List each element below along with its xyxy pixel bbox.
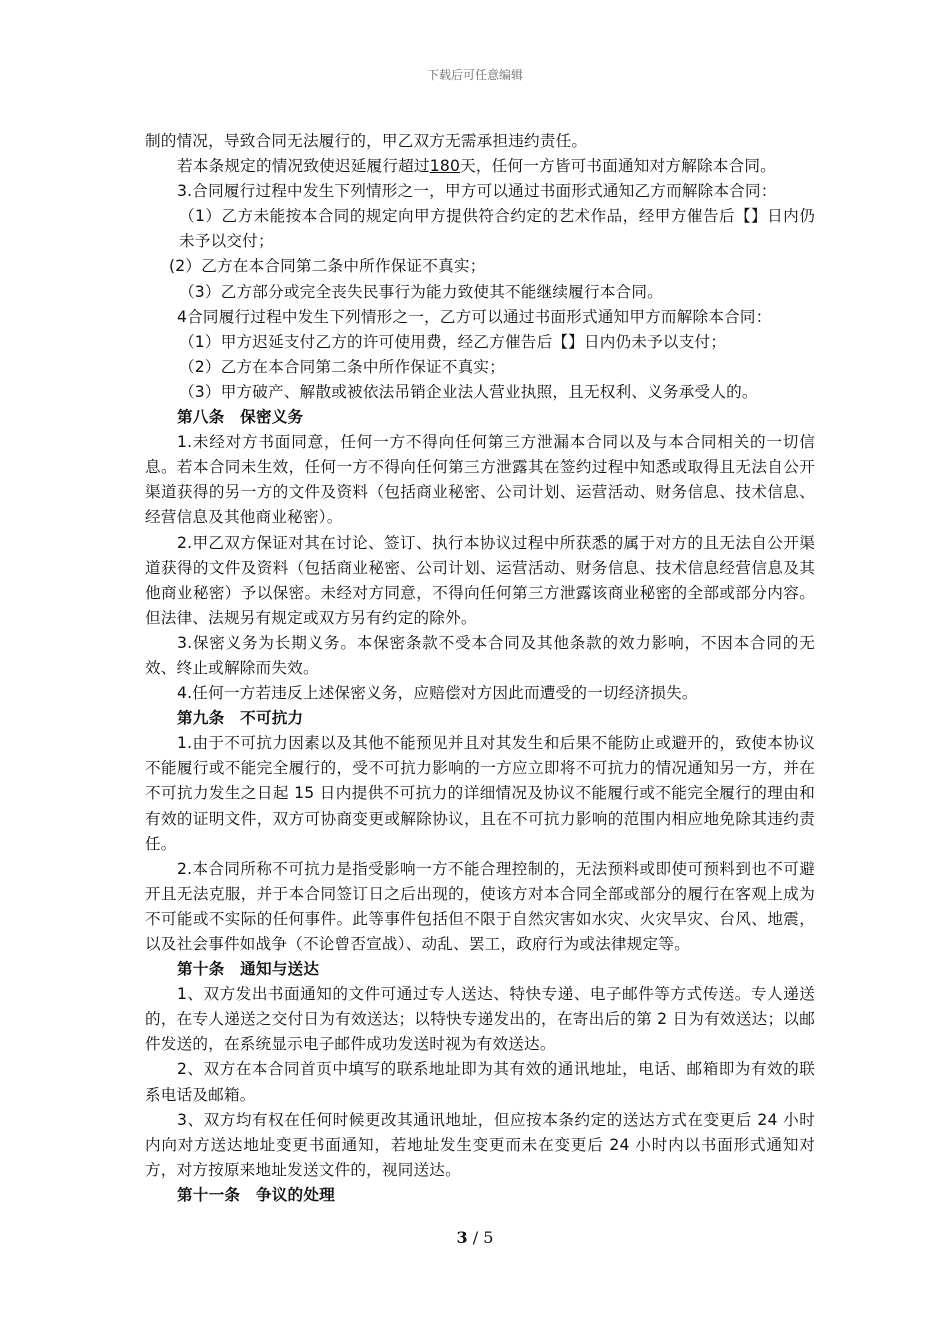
page-separator: / [467,1228,484,1247]
text-span: 天，任何一方皆可书面通知对方解除本合同。 [460,157,776,176]
paragraph: 1、双方发出书面通知的文件可通过专人送达、特快专递、电子邮件等方式传送。专人递送的，在专人递送之交付日为有效送达；以特快专递发出的，在寄出后的第 2 日为有效送达；以邮件发送的，在系统显示电子邮件成功发送时视为有效送达。 [145,985,815,1054]
list-item: （3）乙方部分或完全丧失民事行为能力致使其不能继续履行本合同。 [179,282,663,301]
paragraph: 3、双方均有权在任何时候更改其通讯地址，但应按本条约定的送达方式在变更后 24 小时内向对方送达地址变更书面通知，若地址发生变更而未在变更后 24 小时内以书面形式通知对方，对方按原来地址发送文件的，视同送达。 [145,1110,815,1179]
paragraph: 1.由于不可抗力因素以及其他不能预见并且对其发生和后果不能防止或避开的，致使本协议不能履行或不能完全履行的，受不可抗力影响的一方应立即将不可抗力的情况通知另一方，并在不可抗力发生之日起 15 日内提供不可抗力的详细情况及协议不能履行或不能完全履行的理由和有效的证明文件，双方可协商变更或解除协议，且在不可抗力影响的范围内相应地免除其违约责任。 [145,734,815,853]
page-header: 下载后可任意编辑 [426,68,523,82]
paragraph: 2.本合同所称不可抗力是指受影响一方不能合理控制的，无法预料或即使可预料到也不可避开且无法克服，并于本合同签订日之后出现的，使该方对本合同全部或部分的履行在客观上成为不可能或不实际的任何事件。此等事件包括但不限于自然灾害如水灾、火灾旱灾、台风、地震，以及社会事件如战争（不论曾否宣战）、动乱、罢工，政府行为或法律规定等。 [145,859,815,953]
article-heading: 第八条 保密义务 [177,408,304,427]
current-page: 3 [456,1228,468,1247]
total-pages: 5 [483,1228,494,1247]
paragraph: 3.保密义务为长期义务。本保密条款不受本合同及其他条款的效力影响，不因本合同的无效、终止或解除而失效。 [145,633,815,677]
document-body [145,129,815,1208]
paragraph [145,154,815,179]
list-item: （2）乙方在本合同第二条中所作保证不真实； [179,357,505,376]
article-heading: 第九条 不可抗力 [177,709,304,728]
paragraph: 4合同履行过程中发生下列情形之一，乙方可以通过书面形式通知甲方而解除本合同： [177,307,772,326]
paragraph: 3.合同履行过程中发生下列情形之一，甲方可以通过书面形式通知乙方而解除本合同： [177,182,777,201]
text-span: 若本条规定的情况致使迟延履行超过 [177,157,430,176]
paragraph: 4.任何一方若违反上述保密义务，应赔偿对方因此而遭受的一切经济损失。 [177,684,698,703]
paragraph: 2.甲乙双方保证对其在讨论、签订、执行本协议过程中所获悉的属于对方的且无法自公开渠道获得的文件及资料（包括商业秘密、公司计划、运营活动、财务信息、技术信息经营信息及其他商业秘密）予以保密。未经对方同意，不得向任何第三方泄露该商业秘密的全部或部分内容。但法律、法规另有规定或双方另有约定的除外。 [145,533,815,627]
underlined-number: 180 [429,157,461,176]
paragraph: 2、双方在本合同首页中填写的联系地址即为其有效的通讯地址，电话、邮箱即为有效的联系电话及邮箱。 [145,1060,815,1104]
list-item: (2）乙方在本合同第二条中所作保证不真实； [169,257,486,276]
list-item: （3）甲方破产、解散或被依法吊销企业法人营业执照，且无权利、义务承受人的。 [179,382,758,401]
article-heading: 第十一条 争议的处理 [177,1185,335,1204]
paragraph: 制的情况，导致合同无法履行的，甲乙双方无需承担违约责任。 [145,132,588,150]
paragraph: 1.未经对方书面同意，任何一方不得向任何第三方泄漏本合同以及与本合同相关的一切信息。若本合同未生效，任何一方不得向任何第三方泄露其在签约过程中知悉或取得且无法自公开渠道获得的另一方的文件及资料（包括商业秘密、公司计划、运营活动、财务信息、技术信息、经营信息及其他商业秘密）。 [145,433,815,527]
list-item: （1）甲方迟延支付乙方的许可使用费，经乙方催告后【】日内仍未予以支付； [179,332,727,351]
list-item: （1）乙方未能按本合同的规定向甲方提供符合约定的艺术作品，经甲方催告后【】日内仍未予以交付； [179,207,815,251]
page-number [0,1228,950,1247]
article-heading: 第十条 通知与送达 [177,960,320,979]
